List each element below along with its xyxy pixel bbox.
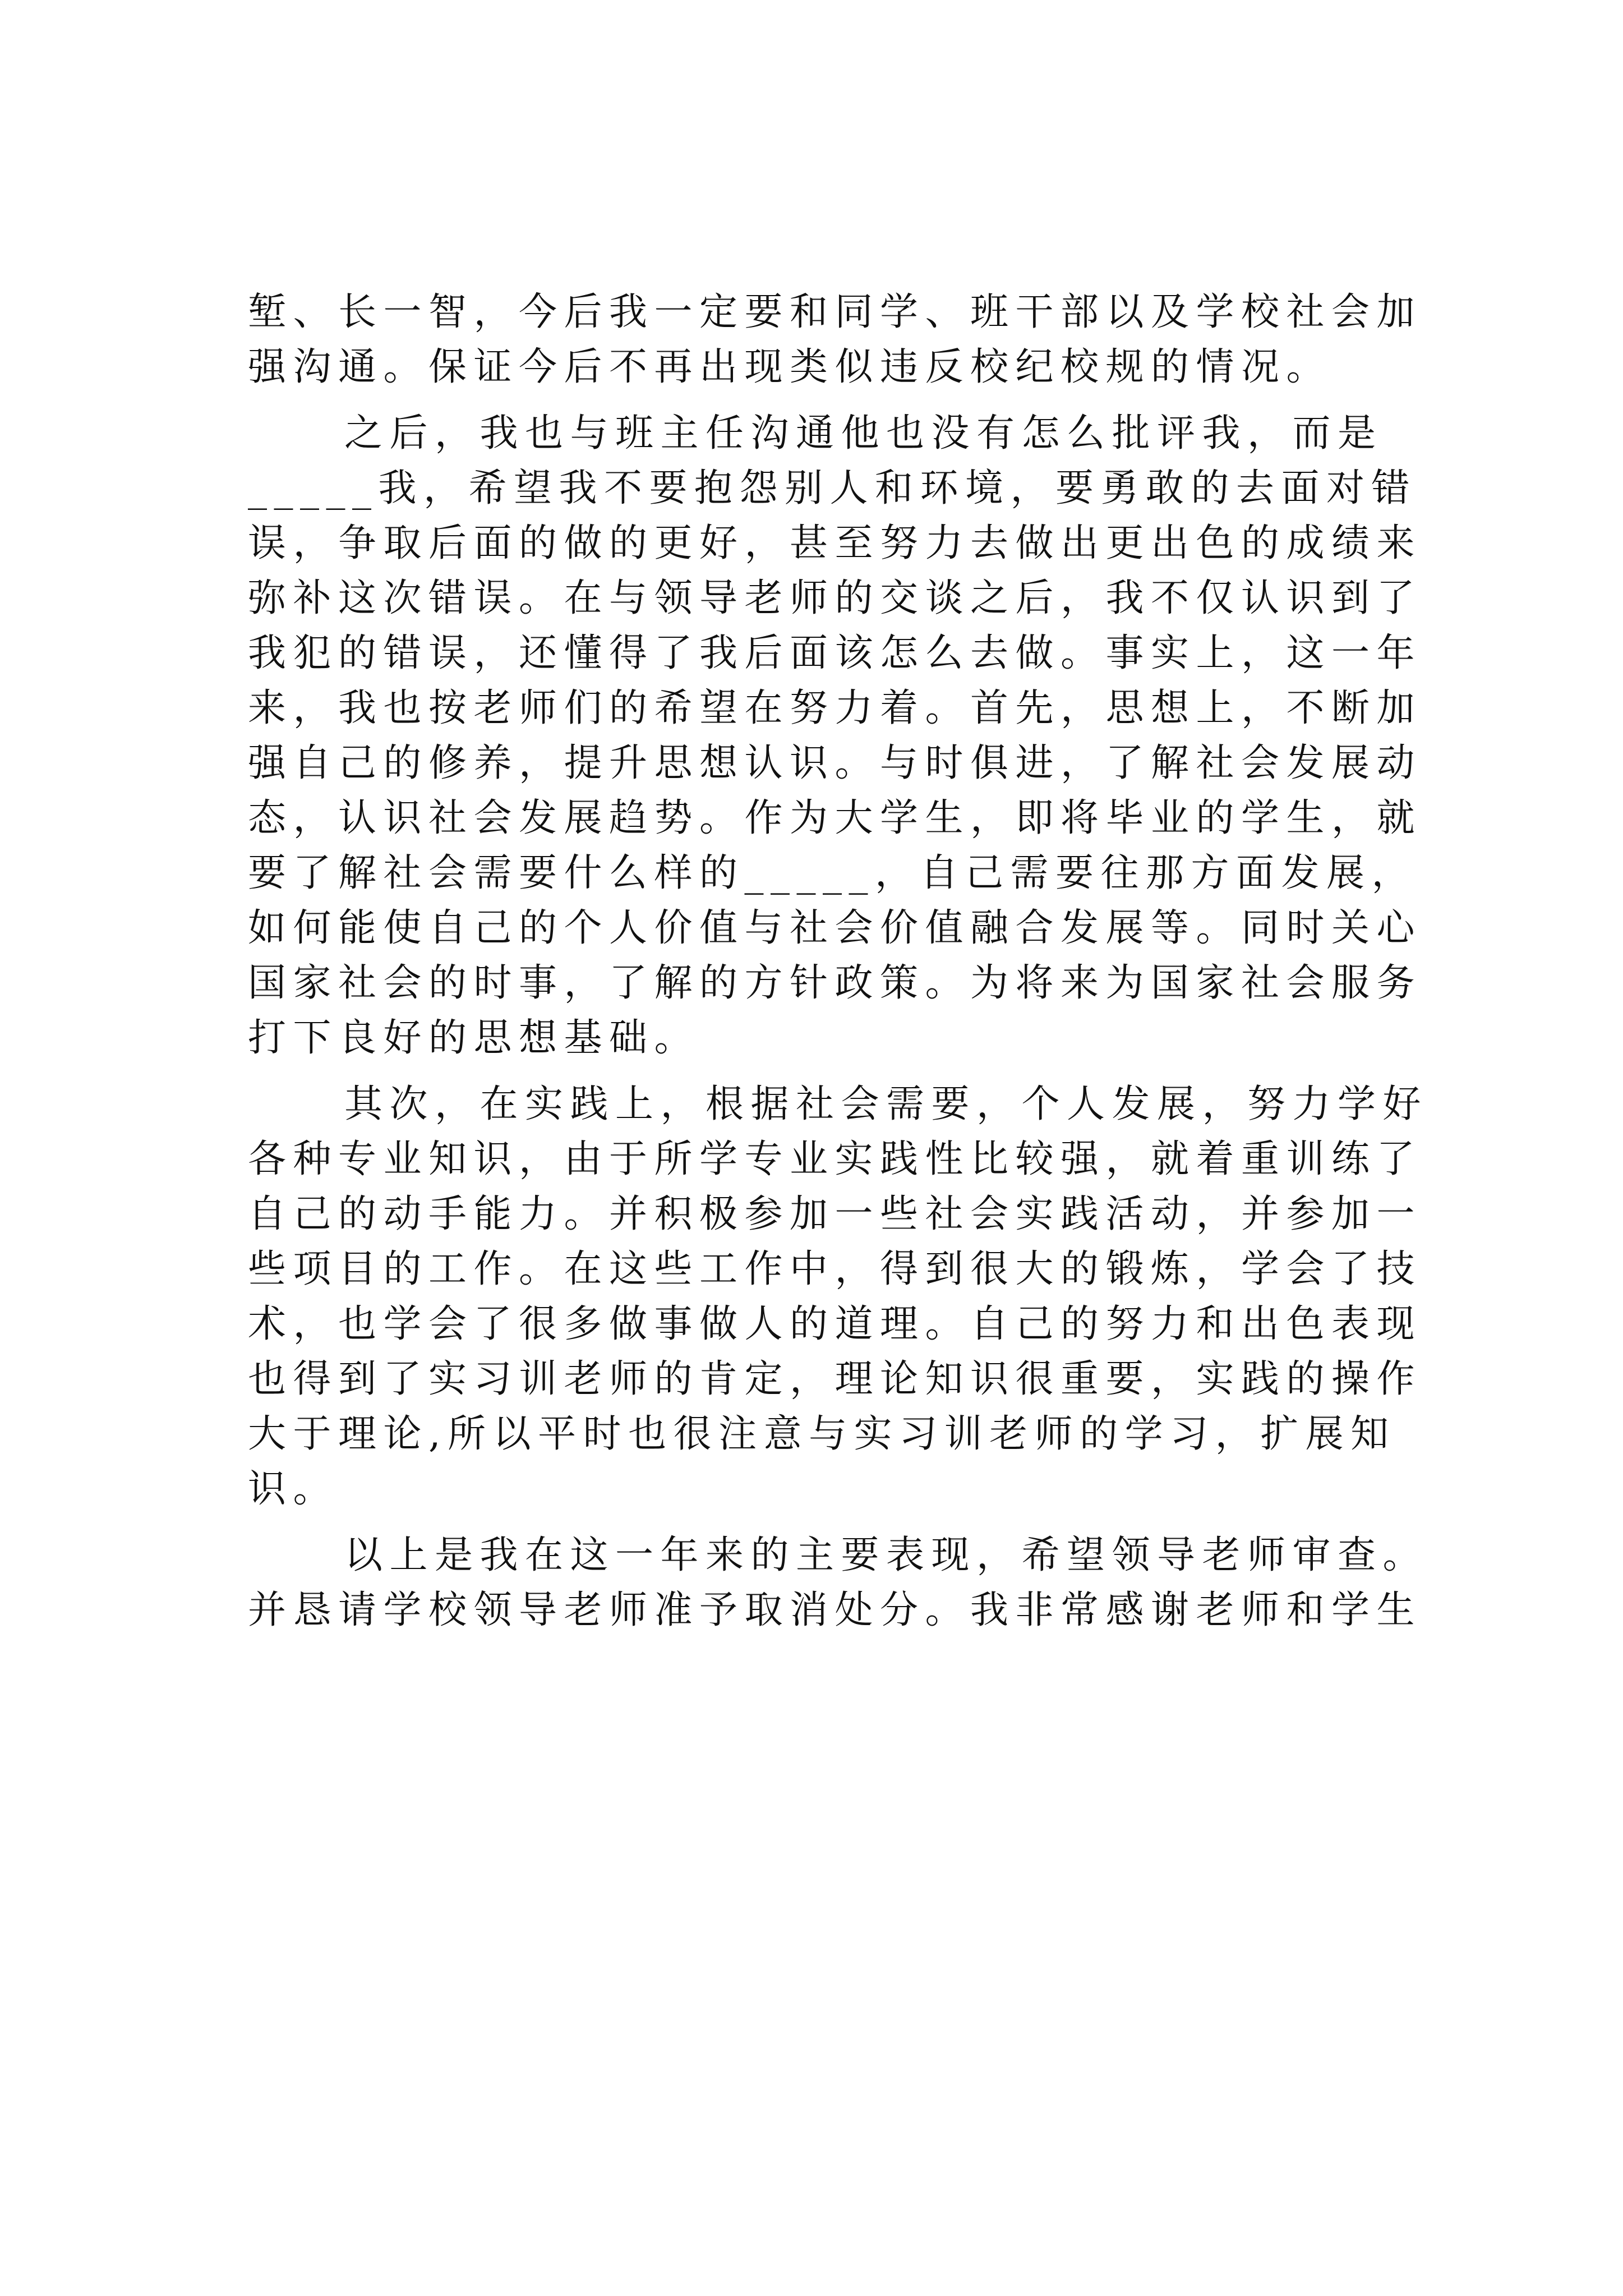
text-line: 各种专业知识，由于所学专业实践性比较强，就着重训练了 bbox=[248, 1137, 1422, 1181]
text-line: 自己的动手能力。并积极参加一些社会实践活动，并参加一 bbox=[248, 1192, 1422, 1236]
text-line: 来，我也按老师们的希望在努力着。首先，思想上，不断加 bbox=[248, 686, 1422, 730]
text-line: 我犯的错误，还懂得了我后面该怎么去做。事实上，这一年 bbox=[248, 631, 1422, 675]
text-line: 堑、长一智，今后我一定要和同学、班干部以及学校社会加 bbox=[248, 290, 1422, 334]
text-line: 打下良好的思想基础。 bbox=[248, 1016, 700, 1060]
text-line: 如何能使自己的个人价值与社会价值融合发展等。同时关心 bbox=[248, 906, 1422, 950]
text-line: 误，争取后面的做的更好，甚至努力去做出更出色的成绩来 bbox=[248, 521, 1422, 565]
text-line: 强自己的修养，提升思想认识。与时俱进，了解社会发展动 bbox=[248, 741, 1422, 785]
text-line: 并恳请学校领导老师准予取消处分。我非常感谢老师和学生 bbox=[248, 1588, 1422, 1632]
text-line: 国家社会的时事，了解的方针政策。为将来为国家社会服务 bbox=[248, 961, 1422, 1005]
paragraph-first-line: 以上是我在这一年来的主要表现，希望领导老师审查。 bbox=[344, 1533, 1428, 1577]
text-line: 识。 bbox=[248, 1467, 339, 1511]
text-line: 强沟通。保证今后不再出现类似违反校纪校规的情况。 bbox=[248, 345, 1332, 389]
text-line: 些项目的工作。在这些工作中，得到很大的锻炼，学会了技 bbox=[248, 1247, 1422, 1291]
text-line: 态，认识社会发展趋势。作为大学生，即将毕业的学生，就 bbox=[248, 796, 1422, 840]
text-line: 弥补这次错误。在与领导老师的交谈之后，我不仅认识到了 bbox=[248, 576, 1422, 620]
text-line: _____我，希望我不要抱怨别人和环境，要勇敢的去面对错 bbox=[248, 466, 1417, 510]
paragraph-first-line: 之后，我也与班主任沟通他也没有怎么批评我，而是 bbox=[344, 411, 1383, 455]
paragraph-first-line: 其次，在实践上，根据社会需要，个人发展，努力学好 bbox=[344, 1082, 1428, 1126]
text-line: 要了解社会需要什么样的_____，自己需要往那方面发展， bbox=[248, 851, 1417, 895]
text-line: 大于理论,所以平时也很注意与实习训老师的学习，扩展知 bbox=[248, 1412, 1396, 1456]
text-line: 术，也学会了很多做事做人的道理。自己的努力和出色表现 bbox=[248, 1302, 1422, 1346]
text-line: 也得到了实习训老师的肯定，理论知识很重要，实践的操作 bbox=[248, 1357, 1422, 1401]
